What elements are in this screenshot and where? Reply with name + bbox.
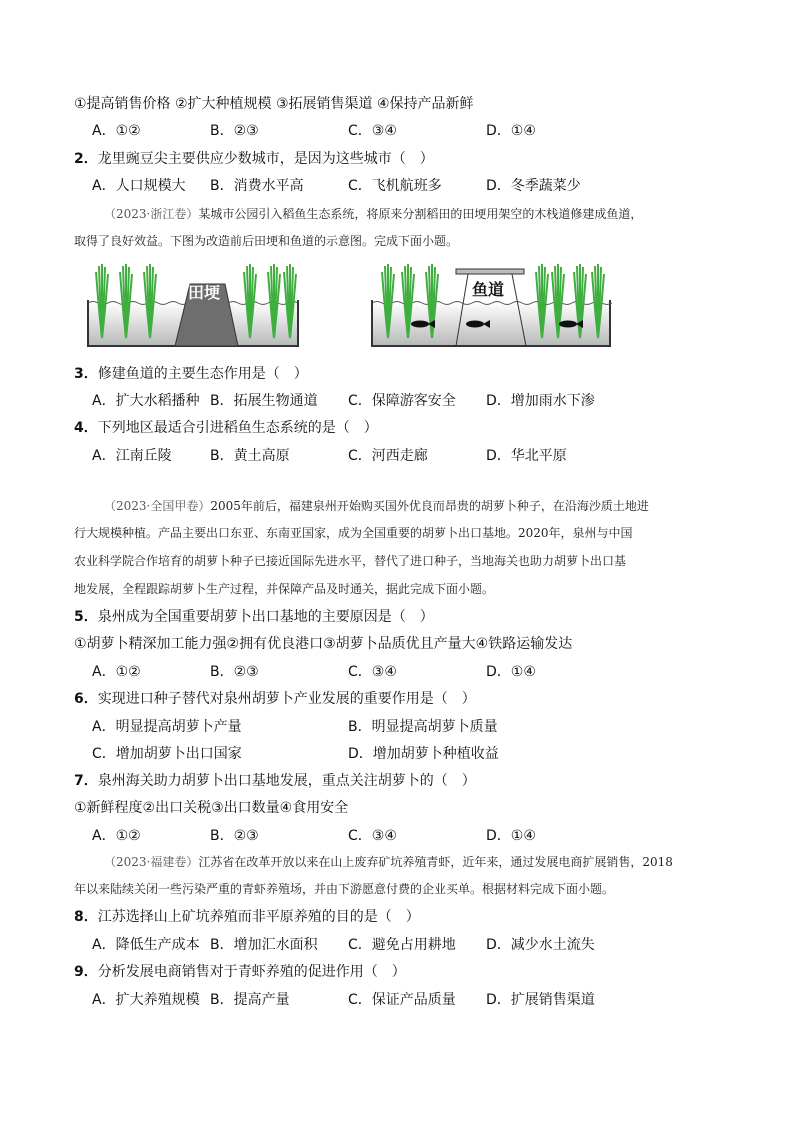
intro-3-line-2: 年以来陆续关闭一些污染严重的青虾养殖场，并由下游愿意付费的企业买单。根据材料完成下面小题。 xyxy=(74,882,615,896)
q6-option-a[interactable]: A．明显提高胡萝卜产量 xyxy=(92,719,242,735)
q2-option-d[interactable]: D．冬季蔬菜少 xyxy=(486,178,581,194)
intro-1-line-2: 取得了良好效益。下图为改造前后田埂和鱼道的示意图。完成下面小题。 xyxy=(74,234,459,248)
q1-option-a[interactable]: A．①② xyxy=(92,123,141,139)
q2-option-a[interactable]: A．人口规模大 xyxy=(92,178,186,194)
q1-option-b[interactable]: B．②③ xyxy=(210,123,259,139)
q5-option-a[interactable]: A．①② xyxy=(92,664,141,680)
q3-option-a[interactable]: A．扩大水稻播种 xyxy=(92,393,200,409)
fish-path-label: 鱼道 xyxy=(472,280,505,299)
q6-option-d[interactable]: D．增加胡萝卜种植收益 xyxy=(348,746,499,762)
question-number: 8． xyxy=(74,909,98,925)
q7-option-a[interactable]: A．①② xyxy=(92,828,141,844)
question-stem: 江苏选择山上矿坑养殖而非平原养殖的目的是（ ） xyxy=(97,909,420,925)
q8-option-d[interactable]: D．减少水土流失 xyxy=(486,937,595,953)
question-2 xyxy=(74,149,434,169)
boardwalk xyxy=(456,269,524,274)
question-number: 6． xyxy=(74,691,98,707)
source-tag: （2023·全国甲卷） xyxy=(104,499,211,513)
intro-text: 2005年前后，福建泉州开始购买国外优良而昂贵的胡萝卜种子，在沿海沙质土地进 xyxy=(210,499,649,513)
q9-option-c[interactable]: C．保证产品质量 xyxy=(348,992,456,1008)
question-3 xyxy=(74,364,308,384)
q4-option-b[interactable]: B．黄土高原 xyxy=(210,448,290,464)
question-stem: 泉州成为全国重要胡萝卜出口基地的主要原因是（ ） xyxy=(97,609,434,625)
field-after xyxy=(372,264,612,346)
question-7 xyxy=(74,771,476,791)
field-before xyxy=(88,264,298,346)
question-stem: 龙里豌豆尖主要供应少数城市，是因为这些城市（ ） xyxy=(97,151,434,167)
q6-option-b[interactable]: B．明显提高胡萝卜质量 xyxy=(348,719,498,735)
q9-option-a[interactable]: A．扩大养殖规模 xyxy=(92,992,200,1008)
q2-option-b[interactable]: B．消费水平高 xyxy=(210,178,304,194)
q4-option-c[interactable]: C．河西走廊 xyxy=(348,448,428,464)
q1-choices: ①提高销售价格 ②扩大种植规模 ③拓展销售渠道 ④保持产品新鲜 xyxy=(74,96,474,112)
ridge-label: 田埂 xyxy=(188,283,221,302)
q5-option-d[interactable]: D．①④ xyxy=(486,664,536,680)
question-9 xyxy=(74,962,406,982)
question-stem: 修建鱼道的主要生态作用是（ ） xyxy=(97,366,308,382)
q8-option-b[interactable]: B．增加汇水面积 xyxy=(210,937,318,953)
q5-choices: ①胡萝卜精深加工能力强②拥有优良港口③胡萝卜品质优且产量大④铁路运输发达 xyxy=(74,636,573,652)
q5-option-b[interactable]: B．②③ xyxy=(210,664,259,680)
question-number: 3． xyxy=(74,366,98,382)
q4-option-a[interactable]: A．江南丘陵 xyxy=(92,448,172,464)
intro-2-line-4: 地发展，全程跟踪胡萝卜生产过程，并保障产品及时通关，据此完成下面小题。 xyxy=(74,582,495,596)
intro-text: 某城市公园引入稻鱼生态系统，将原来分割稻田的田埂用架空的木栈道修建成鱼道， xyxy=(198,207,643,221)
rice-fish-diagram xyxy=(80,262,620,352)
source-tag: （2023·浙江卷） xyxy=(104,207,199,221)
intro-1-line-1 xyxy=(104,205,642,223)
question-number: 7． xyxy=(74,773,98,789)
q5-option-c[interactable]: C．③④ xyxy=(348,664,397,680)
question-stem: 泉州海关助力胡萝卜出口基地发展，重点关注胡萝卜的（ ） xyxy=(97,773,476,789)
q7-option-b[interactable]: B．②③ xyxy=(210,828,259,844)
q8-option-a[interactable]: A．降低生产成本 xyxy=(92,937,200,953)
question-stem: 实现进口种子替代对泉州胡萝卜产业发展的重要作用是（ ） xyxy=(97,691,476,707)
q3-option-d[interactable]: D．增加雨水下渗 xyxy=(486,393,595,409)
q1-option-d[interactable]: D．①④ xyxy=(486,123,536,139)
question-number: 2． xyxy=(74,151,98,167)
question-stem: 分析发展电商销售对于青虾养殖的促进作用（ ） xyxy=(97,964,406,980)
q1-option-c[interactable]: C．③④ xyxy=(348,123,397,139)
q7-option-c[interactable]: C．③④ xyxy=(348,828,397,844)
q4-option-d[interactable]: D．华北平原 xyxy=(486,448,567,464)
question-number: 5． xyxy=(74,609,98,625)
question-5 xyxy=(74,607,434,627)
q7-choices: ①新鲜程度②出口关税③出口数量④食用安全 xyxy=(74,800,349,816)
question-number: 4． xyxy=(74,420,98,436)
question-8 xyxy=(74,907,420,927)
intro-2-line-2: 行大规模种植。产品主要出口东亚、东南亚国家，成为全国重要的胡萝卜出口基地。2020年，泉州与中国 xyxy=(74,526,633,540)
q3-option-c[interactable]: C．保障游客安全 xyxy=(348,393,456,409)
q3-option-b[interactable]: B．拓展生物通道 xyxy=(210,393,318,409)
intro-3-line-1 xyxy=(104,853,673,871)
q6-option-c[interactable]: C．增加胡萝卜出口国家 xyxy=(92,746,242,762)
question-stem: 下列地区最适合引进稻鱼生态系统的是（ ） xyxy=(97,420,378,436)
question-4 xyxy=(74,418,378,438)
question-number: 9． xyxy=(74,964,98,980)
q2-option-c[interactable]: C．飞机航班多 xyxy=(348,178,442,194)
q7-option-d[interactable]: D．①④ xyxy=(486,828,536,844)
q9-option-d[interactable]: D．扩展销售渠道 xyxy=(486,992,595,1008)
intro-text: 江苏省在改革开放以来在山上废弃矿坑养殖青虾，近年来，通过发展电商扩展销售，2018 xyxy=(198,855,673,869)
intro-2-line-3: 农业科学院合作培育的胡萝卜种子已接近国际先进水平，替代了进口种子，当地海关也助力胡萝卜出口基 xyxy=(74,554,627,568)
intro-2-line-1 xyxy=(104,497,649,515)
source-tag: （2023·福建卷） xyxy=(104,855,199,869)
q8-option-c[interactable]: C．避免占用耕地 xyxy=(348,937,456,953)
question-6 xyxy=(74,689,476,709)
q9-option-b[interactable]: B．提高产量 xyxy=(210,992,290,1008)
